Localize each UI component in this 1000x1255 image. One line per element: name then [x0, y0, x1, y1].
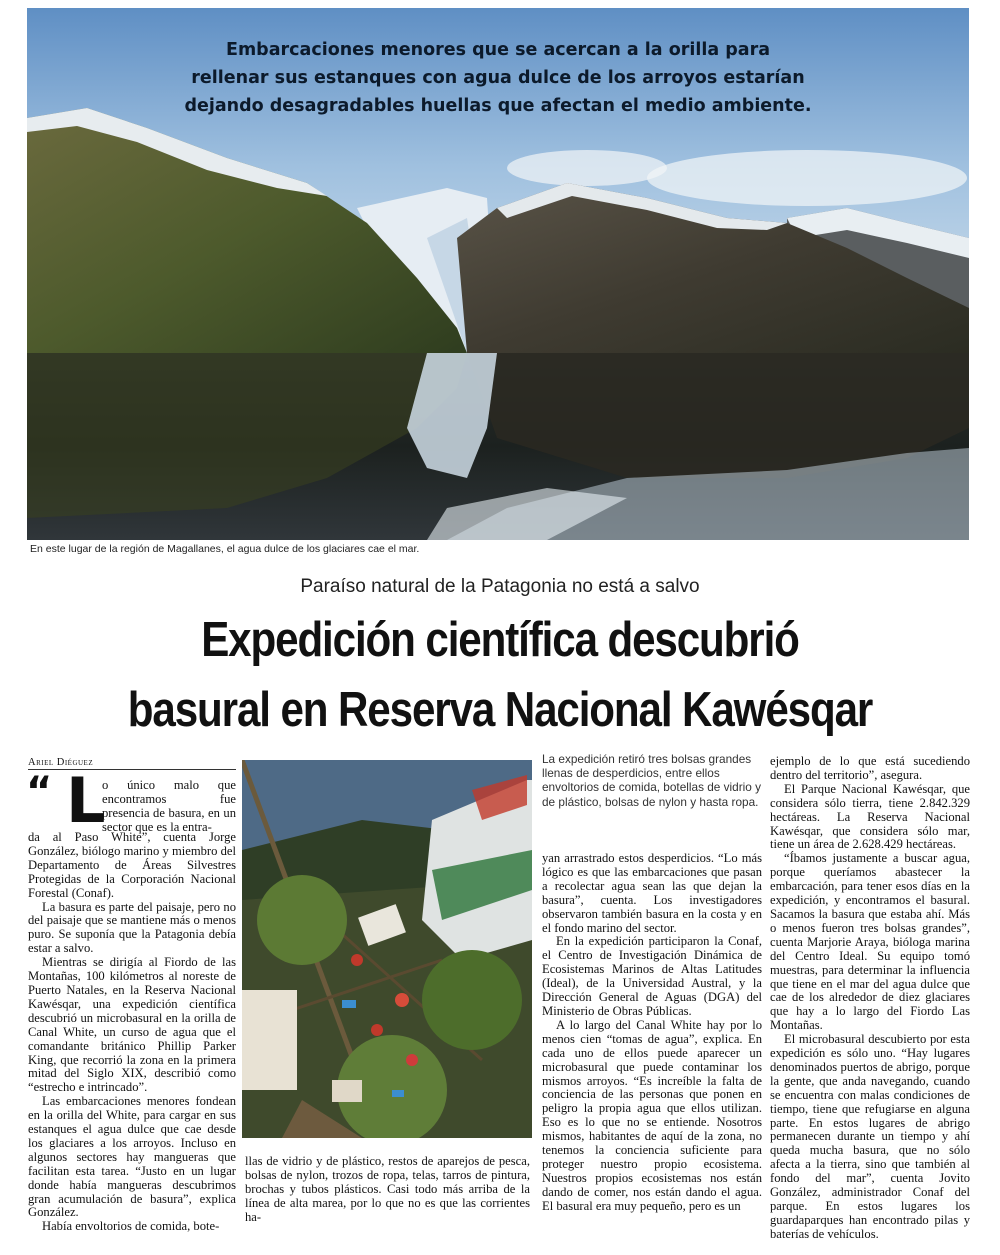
opening-quote-mark: “ [26, 769, 53, 815]
paragraph: llas de vidrio y de plástico, restos de aparejos de pesca, bolsas de nylon, trozos de ropa, telas, tarros de pintura, brochas y tubos plásticos. Casi todo más arriba de la línea de alta marea, por lo que no es que las corrientes ha- [245, 1154, 530, 1224]
paragraph: En la expedición participaron la Conaf, el Centro de Investigación Dinámica de Ecosistemas Marinos de Altas Latitudes (Ideal), de la Universidad Austral, y la Dirección General de Aguas (DGA) del Ministerio de Obras Públicas. [542, 934, 762, 1018]
hero-photo [27, 8, 969, 540]
paragraph: Mientras se dirigía al Fiordo de las Montañas, 100 kilómetros al noreste de Puerto Natales, en la Reserva Nacional Kawésqar, una expedición científica descubrió un microbasural en la orilla de Canal White, un curso de agua que el comandante británico Phillip Parker King, que recorrió la zona en la primera mitad del Siglo XIX, describió como “estrecho e intrincado”. [28, 955, 236, 1095]
article-column-2 [245, 1155, 530, 1225]
hero-caption-line: rellenar sus estanques con agua dulce de los arroyos estarían [191, 68, 805, 88]
headline-line: basural en Reserva Nacional Kawésqar [127, 683, 873, 737]
article-column-4 [770, 755, 970, 1242]
paragraph: ejemplo de lo que está sucediendo dentro del territorio”, asegura. [770, 754, 970, 782]
article-column-1-intro [102, 779, 236, 835]
trash-photo [242, 760, 532, 1138]
headline-line: Expedición científica descubrió [201, 613, 799, 667]
hero-caption-line: dejando desagradables huellas que afectan el medio ambiente. [184, 96, 812, 116]
drop-cap: L [66, 764, 106, 837]
hero-caption [27, 36, 969, 120]
article-column-3 [542, 852, 762, 1214]
paragraph: A lo largo del Canal White hay por lo menos cien “tomas de agua”, explica. En cada uno de ellos puede aparecer un microbasural que puede contaminar los mismos arroyos. “Es increíble la falta de conciencia de las personas que ponen en peligro la propia agua que ellos utilizan. Eso es lo que no se entiende. Nosotros mismos, habitantes de aquí de la zona, no tenemos la conciencia suficiente para proteger nuestro propio ecosistema. Nuestros propios ecosistemas nos están dando de comer, nos están dando el agua. El basural era muy pequeño, pero es un [542, 1017, 762, 1213]
paragraph: “Íbamos justamente a buscar agua, porque queríamos abastecer la embarcación, para tener esos días en la expedición, y encontramos el basural. Sacamos la basura que estaba ahí. Más o menos fueron tres bolsas grandes”, cuenta Marjorie Araya, bióloga marina del Centro Ideal. Su equipo tomó muestras, para determinar la influencia que tiene en el mar del agua dulce que cae de los alrededor de diez glaciares que hay a lo largo del Fiordo Las Montañas. [770, 851, 970, 1033]
byline: Ariel Diéguez [28, 757, 236, 770]
paragraph: El microbasural descubierto por esta expedición es sólo uno. “Hay lugares denominados puertos de abrigo, porque la gente, que anda navegando, cuando se encuentra con malas condiciones de tiempo, tiene que refugiarse en alguna parte. En estos lugares de abrigo permanecen durante un tiempo y ahí queda mucha basura, que no sólo afecta a la tierra, sino que también al fondo del mar”, cuenta Jovito González, administrador Conaf del parque. En estos lugares los guardaparques han encontrado pilas y baterías de vehículos. [770, 1032, 970, 1241]
paragraph: La basura es parte del paisaje, pero no del paisaje que se mantiene más o menos puro. Se suponía que la Patagonia debía estar a salvo. [28, 899, 236, 956]
paragraph: da al Paso White”, cuenta Jorge González, biólogo marino y miembro del Departamento de Áreas Silvestres Protegidas de la Corporación Nacional Forestal (Conaf). [28, 830, 236, 900]
article-column-1 [28, 831, 236, 1234]
hero-caption-line: Embarcaciones menores que se acercan a la orilla para [225, 40, 771, 60]
paragraph: Las embarcaciones menores fondean en la orilla del White, para cargar en sus estanques el agua dulce que cae desde los glaciares a los arroyos. Incluso en algunos sectores hay mangueras que facilitan esta tarea. “Justo en un lugar donde había mangueras descubrimos gran acumulación de basura”, explica González. [28, 1094, 236, 1220]
kicker: Paraíso natural de la Patagonia no está a salvo [300, 576, 700, 597]
inset-photo-caption: La expedición retiró tres bolsas grandes llenas de desperdicios, entre ellos envoltorios de comida, botellas de vidrio y de plástico, bolsas de nylon y hasta ropa. [542, 752, 762, 809]
photo-caption: En este lugar de la región de Magallanes, el agua dulce de los glaciares cae el mar. [30, 543, 420, 555]
paragraph: El Parque Nacional Kawésqar, que considera sólo tierra, tiene 2.842.329 hectáreas. La Reserva Nacional Kawésqar, que considera sólo mar, tiene un área de 2.628.429 hectáreas. [770, 781, 970, 852]
paragraph: Había envoltorios de comida, bote- [42, 1219, 220, 1234]
paragraph: yan arrastrado estos desperdicios. “Lo más lógico es que las embarcaciones que pasan a recolectar agua sean las que dejan la basura”, cuenta. Los investigadores observaron también basura en la costa y en el fondo marino del sector. [542, 851, 762, 935]
microbasural-image [242, 760, 532, 1138]
paragraph: o único malo que encontramos fue presencia de basura, en un sector que es la entra- [102, 778, 236, 834]
